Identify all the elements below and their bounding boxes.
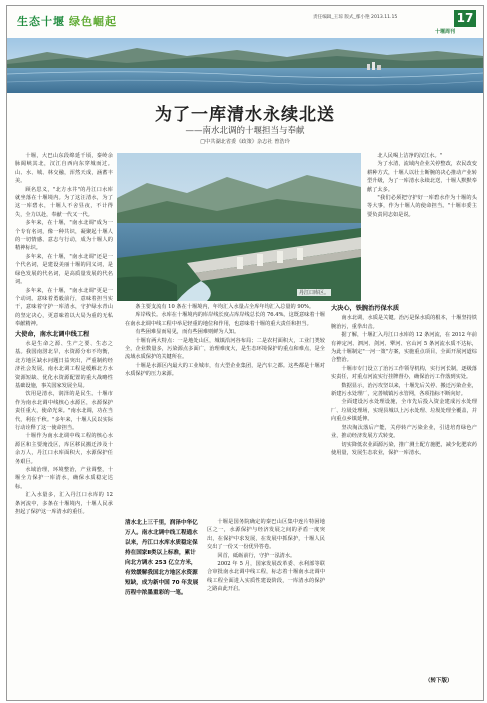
article-title: 为了一库清水永续北送 — [155, 105, 335, 125]
article-byline: □中共湖北省委《政策》杂志社 曾浩玲 — [200, 139, 290, 145]
paragraph: 多年来，在十堰，"南水北调"成为一个专有名词，像一种共识，凝聚起十堰人的一切情感、意志与行动，成为十堰人的精神标识。 — [15, 220, 113, 252]
photo-caption: 丹江口库区。 — [299, 290, 330, 296]
paragraph: 条主要支流有 10 条在十堰境内，年均汇入水量占全库年均汇入总量的 90%。 — [135, 304, 315, 310]
page-number: 17 — [454, 10, 476, 27]
paragraph: 为了水清，流域内企业关停整改，农民改变耕种方式，十堰人以壮士断腕的决心推动产业转型升级，为了一库清水永续北送，十堰人默默奉献了太多。 — [367, 161, 477, 193]
paragraph: 数据显示，治污攻坚以来，十堰先后关停、搬迁污染企业，新建污水处理厂，完善城镇污水管网，各项指标不断向好。 — [331, 382, 477, 398]
paragraph: 十堰作为南水北调中线工程的核心水源区和主要淹没区，库区移民搬迁涉及十余万人，丹江口水库面积大，水源保护任务艰巨。 — [15, 433, 113, 465]
paragraph: 十堰，大巴山东段绵延千顷，秦岭余脉阔峡其北，汉江自西向东穿城而过。山、水、城、林交融，浑然天成，涵蓄丰美。 — [15, 153, 113, 185]
paragraph: 顾名思义，"北方水井"的丹江口水库就坐落在十堰境内。为了这汪清水，为了这一库碧水，十堰人不舍昼夜，不计得失，全力以赴，奉献一代又一代。 — [15, 186, 113, 218]
paragraph: 切实降低农业面源污染，推广测土配方施肥，减少化肥农药使用量，发展生态农业，保护一库清水。 — [331, 441, 477, 456]
paragraph: 十堰是国务院确定的秦巴山区集中连片特困地区之一，水源保护与经济发展之间的矛盾一度突出，在保护中求发展，在发展中抓保护，十堰人民交出了一份又一份优异答卷。 — [207, 519, 325, 551]
paragraph: 多年来，在十堰，"南水北调"更是一个动词。意味着勇毅前行，意味着担当实干，意味着守护一库清水，守护绿水青山的坚定决心，更意味着以大局为重的无私奉献精神。 — [15, 287, 113, 328]
pull-quote: 清水北上三千里，润泽中华亿万人。南水北调中线工程通水以来，丹江口水库水质稳定保持在国家Ⅱ类以上标准，累计向北方调水 253 亿立方米，有效缓解我国北方地区水资源短缺，成为新中国 70 年发展历程中浓墨重彩的一笔。 — [125, 520, 199, 596]
text-column-2-lower — [207, 518, 325, 690]
paragraph: 库岸线长。水库在十堰境内的库岸线长度占库岸线总长的 76.4%。这既意味着十堰在南水北调中线工程中举足轻重的地位和作用，也意味着十堰的重大责任和担当。 — [125, 312, 325, 327]
paragraph: 十堰市专门设立了治污工作领导机构，实行河长制，逐级落实责任，对重点河流实行挂牌督办，确保治污工作落到实处。 — [331, 365, 477, 381]
paragraph: 全面建设污水处理设施，全市先后投入资金建成污水处理厂、垃圾处理场，实现县城以上污水处理、垃圾处理全覆盖，并向重点乡镇延伸。 — [331, 399, 477, 423]
text-column-3 — [331, 303, 477, 673]
paragraph: 十堰有两大特点：一是地处山区，城镇沿河谷布局；二是农村面积大，工业门类较全，企业数量多，污染源点多面广，治理难度大，是生态环境保护的重点和难点，是全流域水质保护的关键所在。 — [125, 337, 325, 361]
paragraph: 水域治理，环境整治，产业调整，十堰全力保护一库清水，确保水质稳定达标。 — [15, 467, 113, 490]
paragraph: 坚决淘汰落后产能，关停转产污染企业，引进培育绿色产业，推动经济发展方式转变。 — [331, 424, 477, 440]
paragraph: 饮用是清水，润泽的是民生。十堰市作为南水北调中线核心水源区，水源保护责任重大，使命光荣。"南水北调，功在当代，利在千秋。"多年来，十堰人民以实际行动诠释了这一使命担当。 — [15, 391, 113, 431]
paragraph: 多年来，在十堰，"南水北调"还是一个代名词，是建设美丽十堰的同义词，是绿色发展的代名词，是高质量发展的代名词。 — [15, 253, 113, 286]
newspaper-page — [6, 5, 484, 701]
paragraph: "我们必须把守护好一库碧水作为十堰的头等大事，作为十堰人的使命担当。"十堰市委主要负责同志如是说。 — [367, 195, 477, 218]
continued-marker: （转下版） — [425, 678, 453, 684]
paragraph: 汇入水量多，汇入丹江口水库的 12 条河流中，多条在十堰境内，十堰人民承担起了保护这一库清水的重任。 — [15, 492, 113, 516]
editor-credits: 责任编辑_王琼 版式_鄢小艳 2013.11.15 — [313, 15, 398, 20]
section-tag — [17, 13, 117, 29]
page-header — [7, 6, 483, 38]
paragraph: 十堰是水源区内最大的工业城市，有大型企业集团，是汽车之都。这些都是十堰对水质保护的压力来源。 — [125, 362, 325, 378]
paragraph: 回首，砥砺前行，守护一泓清水。 — [217, 552, 296, 559]
dam-photo — [117, 153, 361, 301]
section-label: 生态十堰 — [17, 15, 65, 28]
section-heading: 大决心，铁腕治污保水质 — [331, 305, 400, 312]
paragraph: 北人民喝上洁净的汉江水。" — [377, 153, 443, 159]
paragraph: 南水北调，水质是关键。治污是保水质的根本，十堰坚持铁腕治污，重拳出击。 — [331, 315, 477, 330]
text-column-1 — [15, 152, 113, 692]
section-sub-label: 绿色崛起 — [69, 15, 117, 28]
paragraph: 有些困难显而易见，而有些困难则鲜为人知。 — [135, 329, 240, 336]
text-column-3-top — [367, 152, 477, 296]
paragraph: 水是生命之源、生产之要、生态之基。我国南涝北旱，水资源分布不均衡，北方地区缺水问题日益突出，严重制约经济社会发展。南水北调工程是缓解北方水资源短缺、优化水资源配置的重大战略性基础设施，事关国家发展全局。 — [15, 340, 113, 389]
paper-name: 十堰周刊 — [435, 29, 456, 35]
paragraph: 2002 年 5 月，国家发展改革委、水利部等联合审批南水北调中线工程，标志着十堰南水北调中线工程全面进入实质性建设阶段，一库清水的保护之路由此开启。 — [207, 561, 325, 593]
section-heading: 大使命，南水北调中线工程 — [15, 330, 90, 338]
header-banner-photo — [7, 38, 483, 93]
paragraph: 据了解，十堰汇入丹江口水库的 12 条河流，在 2012 年前有神定河、泗河、剑河、犟河、官山河 5 条河流水质不达标，为此十堰制定"一河一策"方案，实施重点项目，全面开展河道综合整治。 — [331, 332, 477, 364]
article-subtitle: ——南水北调的十堰担当与奉献 — [185, 126, 305, 136]
text-column-2 — [125, 303, 325, 515]
